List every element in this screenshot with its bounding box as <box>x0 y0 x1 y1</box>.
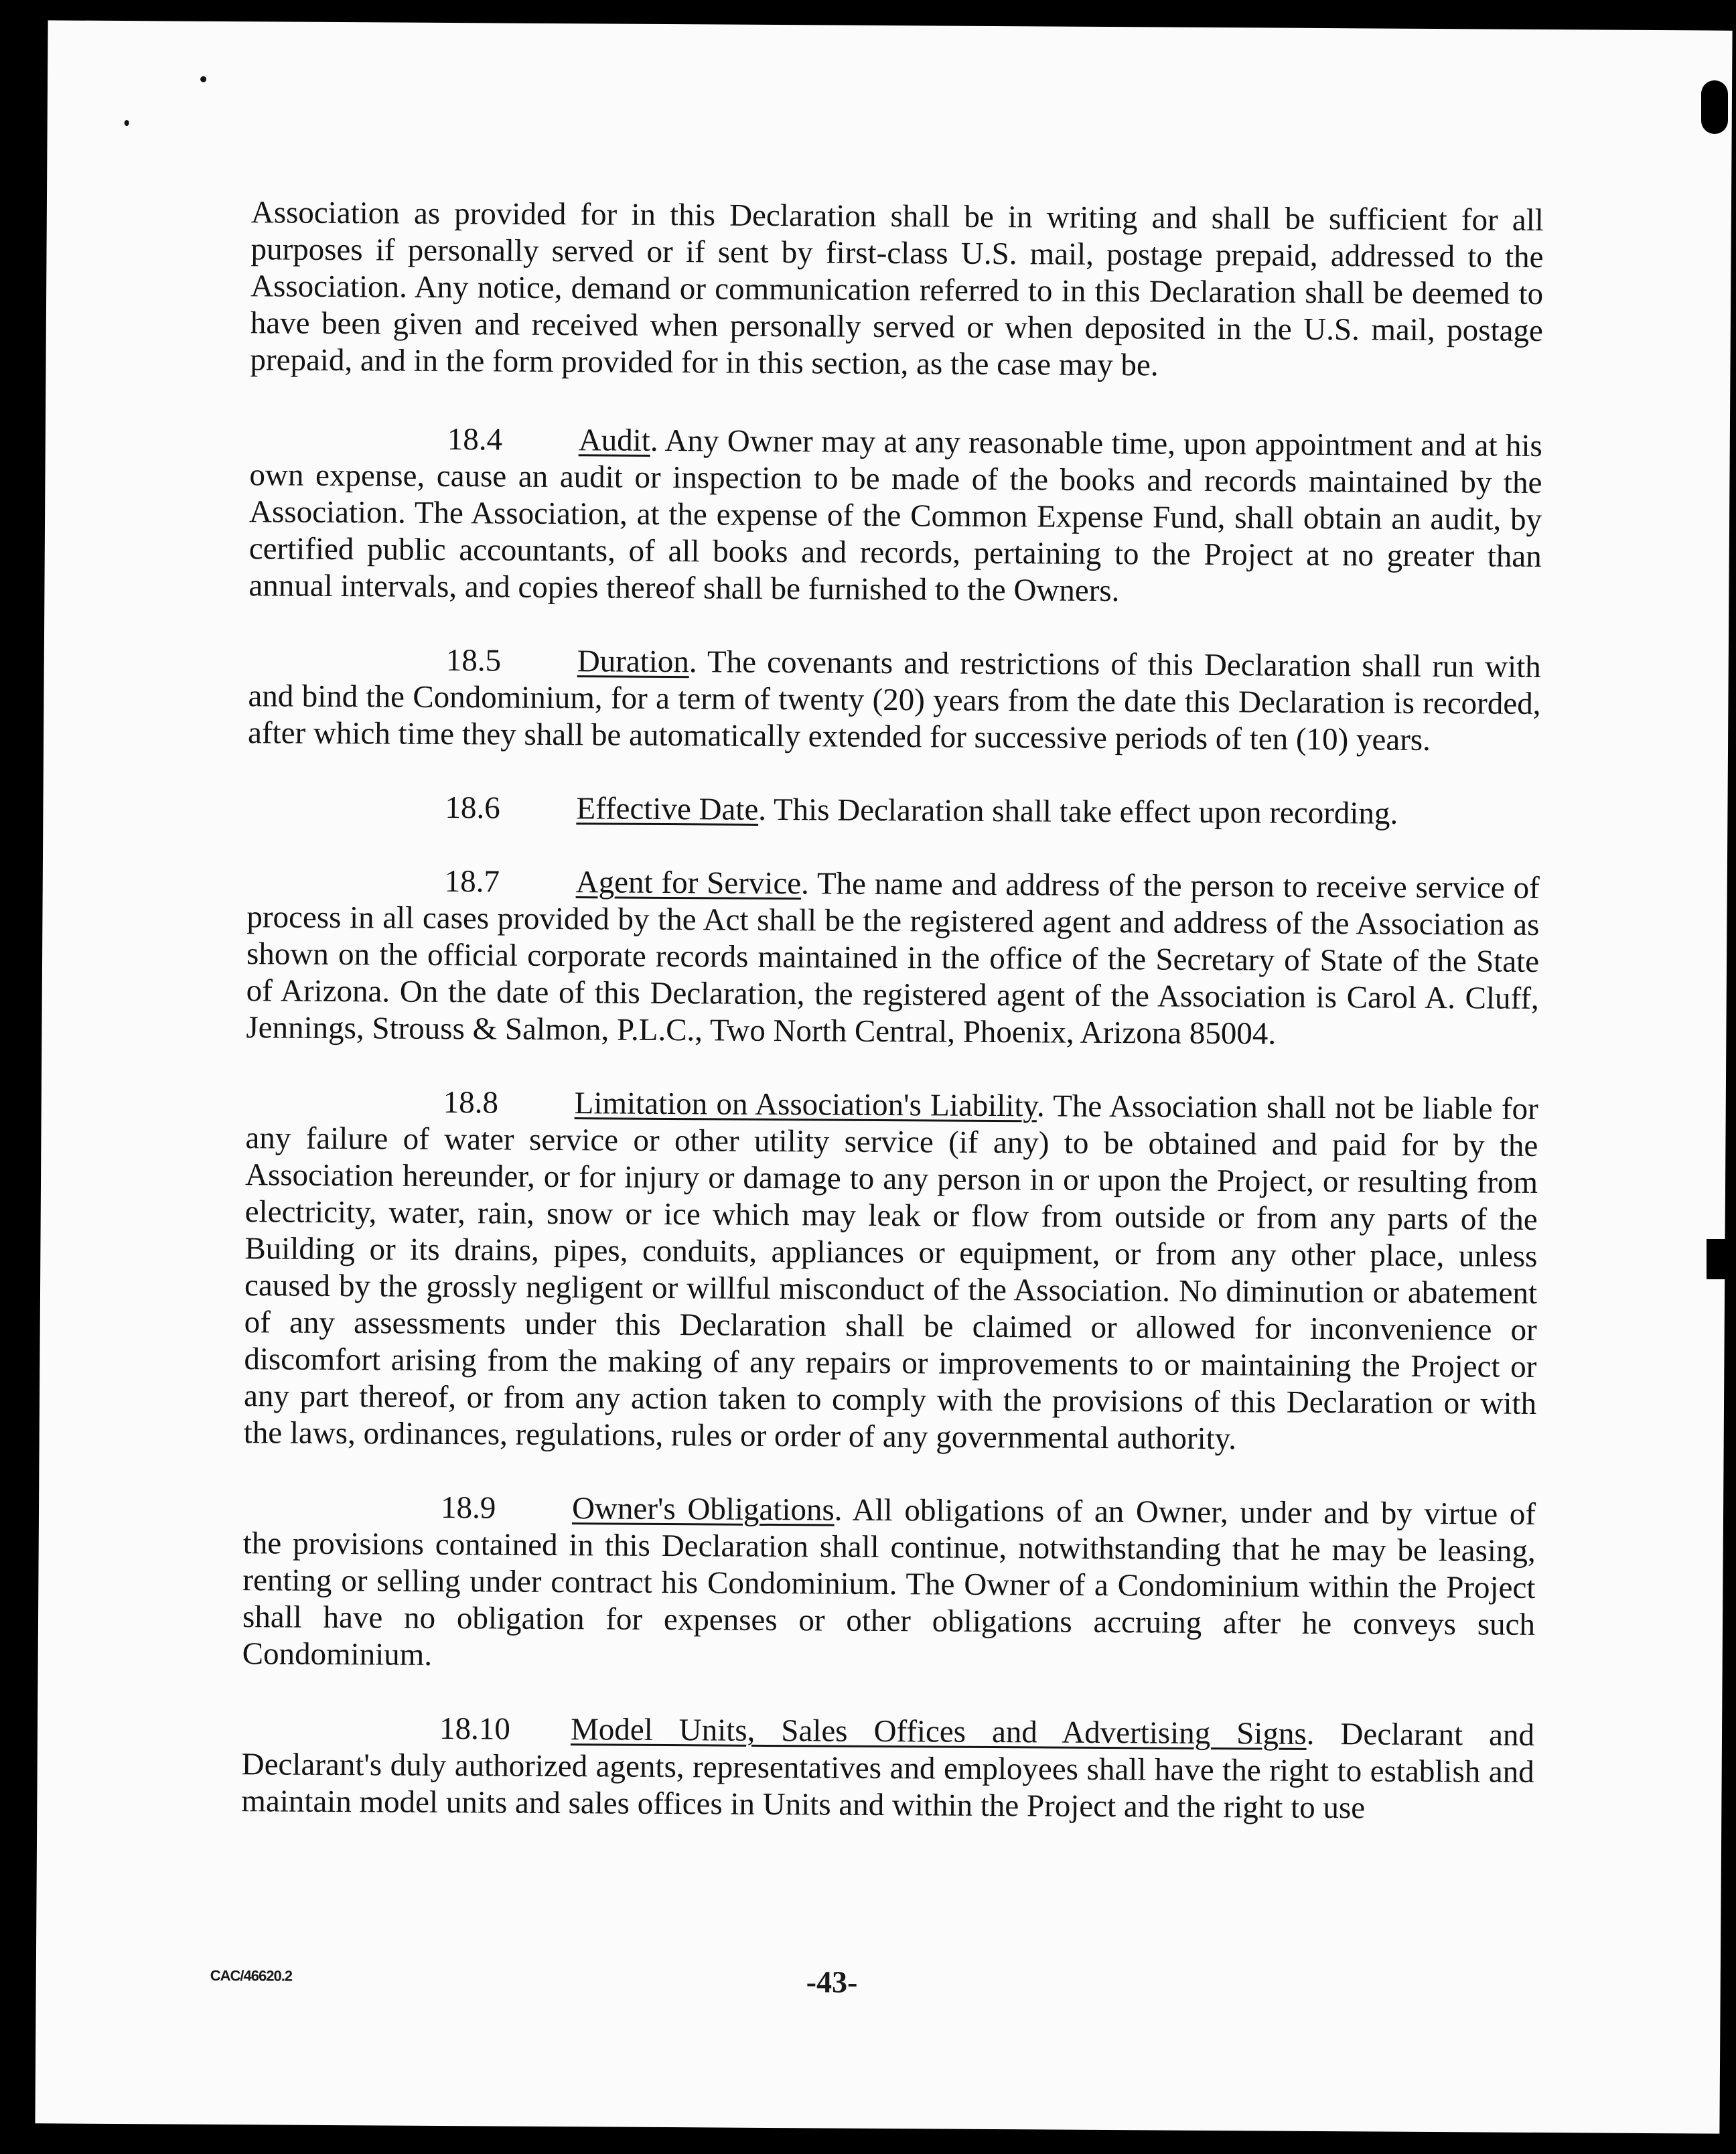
document-body <box>241 194 1544 1865</box>
section-18-4 <box>248 420 1542 612</box>
section-number: 18.8 <box>443 1084 499 1121</box>
section-18-6 <box>247 788 1540 833</box>
section-body: . All obligations of an Owner, under and by virtue of the provisions contained in this Declaration shall continue, notwithstanding that he may be leasing, renting or selling under contract his Condominium. The Owner of a Condominium within the Project shall have no obligation for expenses or other obligations accruing after he conveys such Condominium. <box>242 1492 1536 1672</box>
section-heading: Duration <box>577 644 690 680</box>
section-18-10 <box>241 1709 1534 1828</box>
section-body: . Declarant and Declarant's duly authorized agents, representatives and employees shall have the right to establish and maintain model units and sales offices in Units and within the Project and the right to use <box>241 1716 1535 1826</box>
section-body: . Any Owner may at any reasonable time, upon appointment and at his own expense, cause an audit or inspection to be made of the books and records maintained by the Association. The Association, at the expense of the Common Expense Fund, shall obtain an audit, by certified public accountants, of all books and records, pertaining to the Project at no greater than annual intervals, and copies thereof shall be furnished to the Owners. <box>248 423 1542 609</box>
section-number: 18.4 <box>447 422 503 457</box>
section-18-7 <box>246 862 1540 1054</box>
scan-edge-mark <box>1701 80 1728 134</box>
scan-edge-mark <box>1707 1239 1727 1279</box>
section-number: 18.5 <box>445 642 502 678</box>
intro-text: Association as provided for in this Declaration shall be in writing and shall be sufficient for all purposes if personally served or if sent by first-class U.S. mail, postage prepaid, addressed to the Association. Any notice, demand or communication referred to in this Declaration shall be deemed to have been given and received when personally served or when deposited in the U.S. mail, postage prepaid, and in the form provided for in this section, as the case may be. <box>250 195 1544 383</box>
stray-mark <box>125 120 129 126</box>
section-body: . The name and address of the person to receive service of process in all cases provided by the Act shall be the registered agent and address of the Association as shown on the official corporate records maintained in the office of the Secretary of State of the State of Arizona. On the date of this Declaration, the registered agent of the Association is Carol A. Cluff, Jennings, Strouss & Salmon, P.L.C., Two North Central, Phoenix, Arizona 85004. <box>246 866 1540 1052</box>
section-body: . This Declaration shall take effect upon recording. <box>758 792 1398 831</box>
page-number: -43- <box>806 1964 858 1999</box>
stray-mark <box>200 76 206 82</box>
section-number: 18.7 <box>444 863 500 900</box>
section-heading: Model Units, Sales Offices and Advertising Signs <box>570 1712 1307 1751</box>
section-18-8 <box>244 1083 1538 1459</box>
section-body: . The covenants and restrictions of this Declaration shall run with and bind the Condominium, for a term of twenty (20) years from the date this Declaration is recorded, after which time they shall be automatically extended for successive periods of ten (10) years. <box>247 644 1541 758</box>
section-heading: Owner's Obligations <box>571 1491 835 1528</box>
section-heading: Agent for Service <box>575 865 802 902</box>
section-number: 18.10 <box>439 1711 510 1747</box>
section-heading: Effective Date <box>576 791 759 827</box>
intro-paragraph <box>250 194 1544 386</box>
document-page <box>35 20 1732 2133</box>
section-body: . The Association shall not be liable for any failure of water service or other utility service (if any) to be obtained and paid for by the Association hereunder, or for injury or damage to any person in or upon the Project, or resulting from electricity, water, rain, snow or ice which may leak or flow from outside or from any parts of the Building or its drains, pipes, conduits, appliances or equipment, or from any other place, unless caused by the grossly negligent or willful misconduct of the Association. No diminution or abatement of any assessments under this Declaration shall be claimed or allowed for inconvenience or discomfort arising from the making of any repairs or improvements to or maintaining the Project or any part thereof, or from any action taken to comply with the provisions of this Declaration or with the laws, ordinances, regulations, rules or order of any governmental authority. <box>243 1088 1538 1457</box>
section-heading: Limitation on Association's Liability <box>574 1086 1037 1124</box>
section-18-5 <box>248 641 1541 760</box>
section-18-9 <box>242 1488 1536 1680</box>
document-code: CAC/46620.2 <box>210 1966 293 1985</box>
section-number: 18.6 <box>445 790 500 826</box>
section-heading: Audit <box>578 423 651 458</box>
section-number: 18.9 <box>440 1490 496 1526</box>
